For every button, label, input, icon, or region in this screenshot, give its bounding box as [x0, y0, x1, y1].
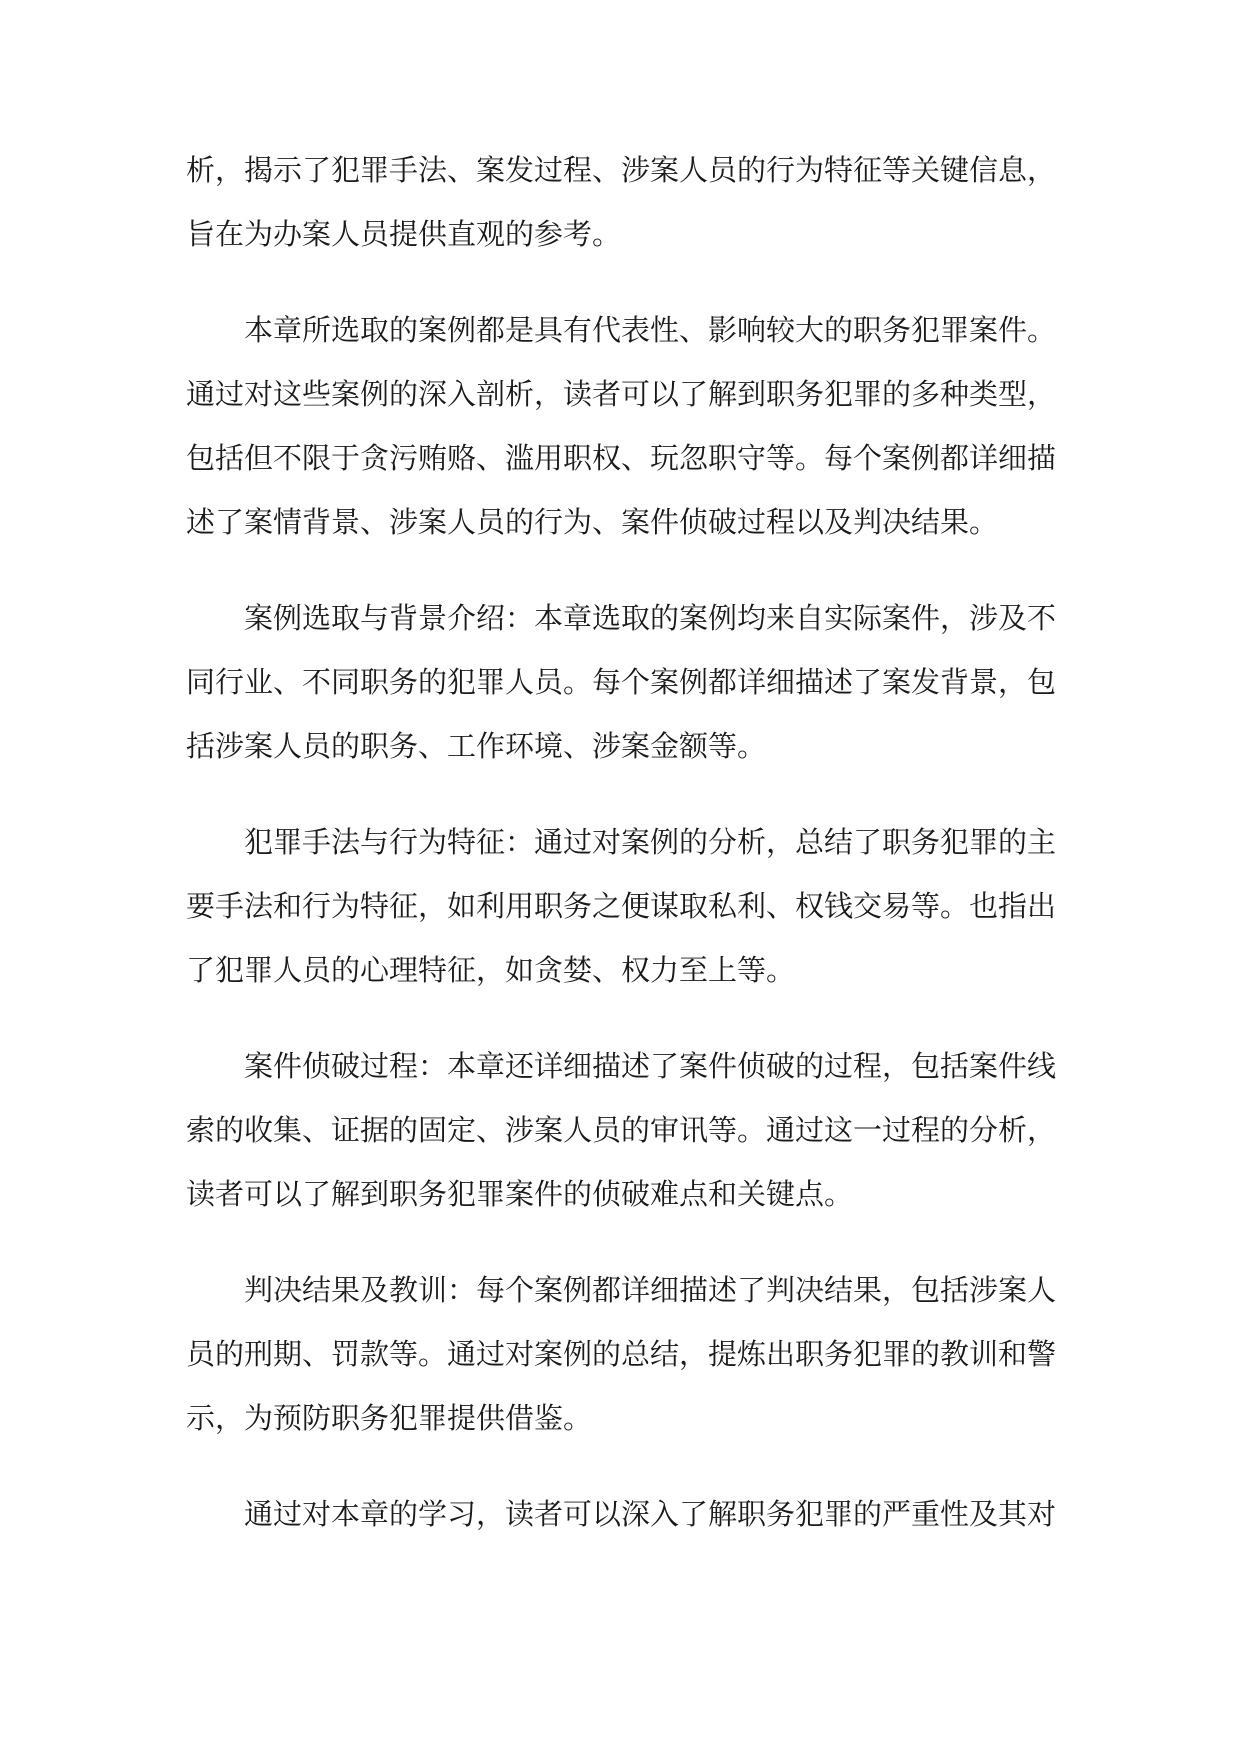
- text-line: 括涉案人员的职务、工作环境、涉案金额等。: [186, 729, 767, 763]
- paragraph-first-line: 本章所选取的案例都是具有代表性、影响较大的职务犯罪案件。: [244, 313, 1057, 347]
- text-line: 旨在为办案人员提供直观的参考。: [186, 217, 622, 251]
- paragraph-first-line: 案例选取与背景介绍：本章选取的案例均来自实际案件，涉及不: [244, 601, 1057, 635]
- text-line: 了犯罪人员的心理特征，如贪婪、权力至上等。: [186, 953, 796, 987]
- text-line: 述了案情背景、涉案人员的行为、案件侦破过程以及判决结果。: [186, 505, 999, 539]
- text-line: 员的刑期、罚款等。通过对案例的总结，提炼出职务犯罪的教训和警: [186, 1337, 1057, 1371]
- text-line: 示，为预防职务犯罪提供借鉴。: [186, 1401, 593, 1435]
- text-line: 通过对这些案例的深入剖析，读者可以了解到职务犯罪的多种类型，: [186, 377, 1057, 411]
- paragraph-first-line: 判决结果及教训：每个案例都详细描述了判决结果，包括涉案人: [244, 1273, 1057, 1307]
- text-line: 索的收集、证据的固定、涉案人员的审讯等。通过这一过程的分析，: [186, 1113, 1057, 1147]
- body-text: [186, 138, 1066, 1546]
- paragraph-first-line: 案件侦破过程：本章还详细描述了案件侦破的过程，包括案件线: [244, 1049, 1057, 1083]
- paragraph-first-line: 犯罪手法与行为特征：通过对案例的分析，总结了职务犯罪的主: [244, 825, 1057, 859]
- text-line: 包括但不限于贪污贿赂、滥用职权、玩忽职守等。每个案例都详细描: [186, 441, 1057, 475]
- text-line: 读者可以了解到职务犯罪案件的侦破难点和关键点。: [186, 1177, 854, 1211]
- paragraph-first-line: 通过对本章的学习，读者可以深入了解职务犯罪的严重性及其对: [244, 1497, 1057, 1531]
- text-line: 同行业、不同职务的犯罪人员。每个案例都详细描述了案发背景，包: [186, 665, 1057, 699]
- text-line: 要手法和行为特征，如利用职务之便谋取私利、权钱交易等。也指出: [186, 889, 1057, 923]
- text-line: 析，揭示了犯罪手法、案发过程、涉案人员的行为特征等关键信息，: [186, 153, 1057, 187]
